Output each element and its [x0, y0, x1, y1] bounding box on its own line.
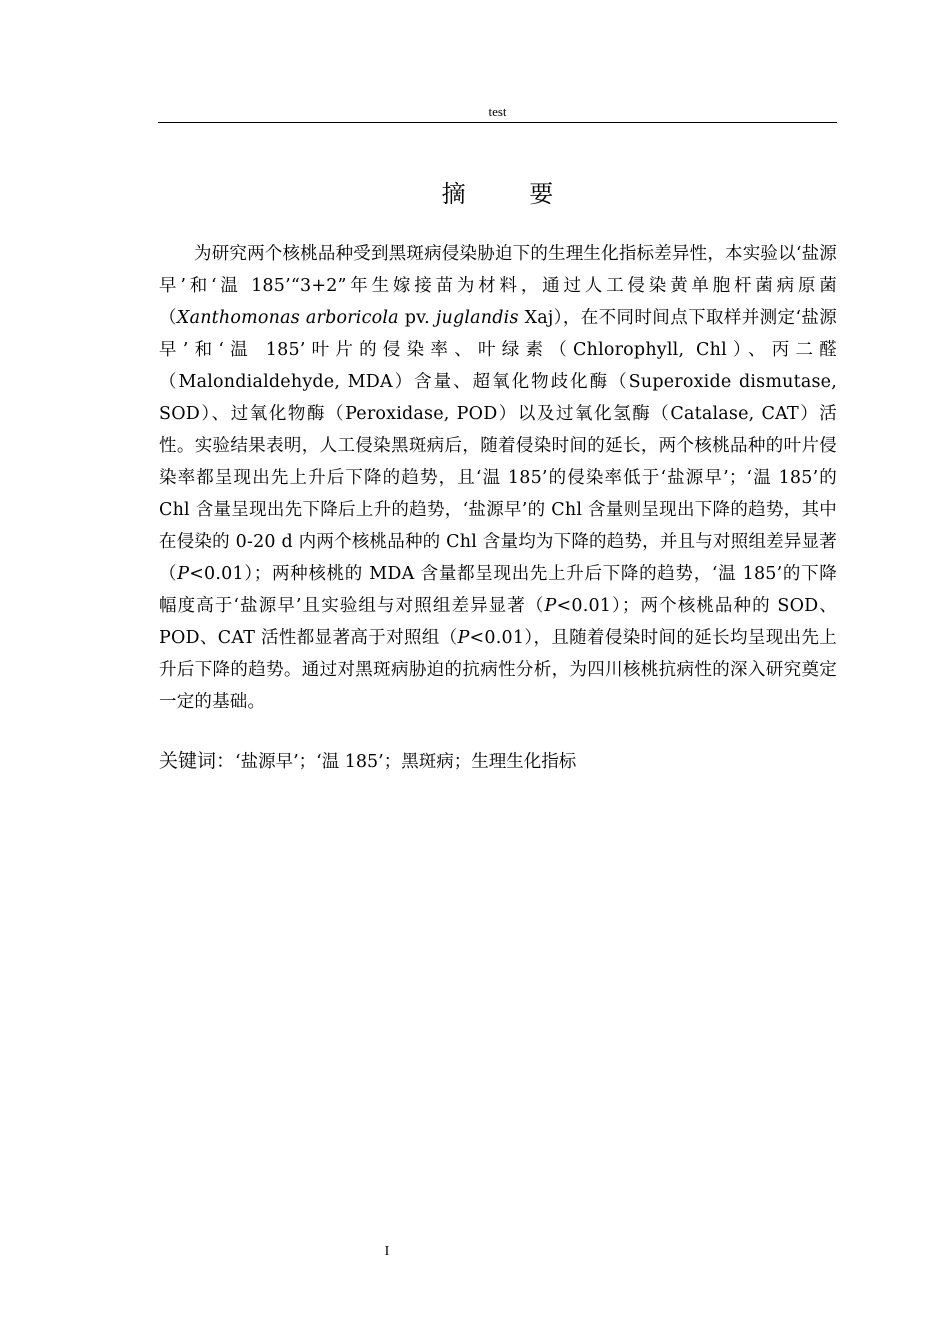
abstract-text-6: <0.01），且随着侵染时间的延长均呈现出先上升后下降的趋势。通过对黑斑病胁迫的抗病性分析，为四川核桃抗病性的深入研究奠定一定的基础。 — [159, 628, 837, 712]
abstract-text-2: pv. — [398, 308, 436, 328]
abstract-text-4: <0.01）；两种核桃的 MDA 含量都呈现出先上升后下降的趋势，‘温 185’的下降幅度高于‘盐源早’且实验组与对照组差异显著（ — [159, 564, 837, 616]
keywords-label: 关键词： — [159, 750, 236, 772]
abstract-text-3: Xaj），在不同时间点下取样并测定‘盐源早’和‘温 185’叶片的侵染率、叶绿素（Chlorophyll, Chl）、丙二醛（Malondialdehyde, MDA）含量、超氧化物歧化酶（Superoxide dismutase, SOD）、过氧化物酶（Peroxidase, POD）以及过氧化氢酶（Catalase, CAT）活性。实验结果表明，人工侵染黑斑病后，随着侵染时间的延长，两个核桃品种的叶片侵染率都呈现出先上升后下降的趋势，且‘温 185’的侵染率低于‘盐源早’；‘温 185’的 Chl 含量呈现出先下降后上升的趋势，‘盐源早’的 Chl 含量则呈现出下降的趋势，其中在侵染的 0-20 d 内两个核桃品种的 Chl 含量均为下降的趋势，并且与对照组差异显著（ — [159, 308, 837, 584]
keywords-text: ‘盐源早’；‘温 185’；黑斑病；生理生化指标 — [235, 752, 577, 772]
keywords-line — [159, 746, 837, 777]
pathovar-name: juglandis — [435, 308, 519, 328]
abstract-paragraph — [159, 238, 837, 718]
p-value-symbol: P — [544, 596, 557, 616]
header-rule — [158, 122, 837, 123]
abstract-title: 摘 要 — [441, 180, 582, 208]
abstract-text-5: <0.01）；两个核桃品种的 SOD、POD、CAT 活性都显著高于对照组（ — [159, 596, 838, 648]
abstract-text-1: 为研究两个核桃品种受到黑斑病侵染胁迫下的生理生化指标差异性，本实验以‘盐源早’和‘温 185’“3+2”年生嫁接苗为材料，通过人工侵染黄单胞杆菌病原菌（ — [159, 244, 837, 328]
running-header: test — [488, 104, 507, 119]
page-number: I — [384, 1244, 390, 1259]
species-name: Xanthomonas arboricola — [176, 308, 399, 328]
p-value-symbol: P — [457, 628, 470, 648]
p-value-symbol: P — [177, 564, 190, 584]
